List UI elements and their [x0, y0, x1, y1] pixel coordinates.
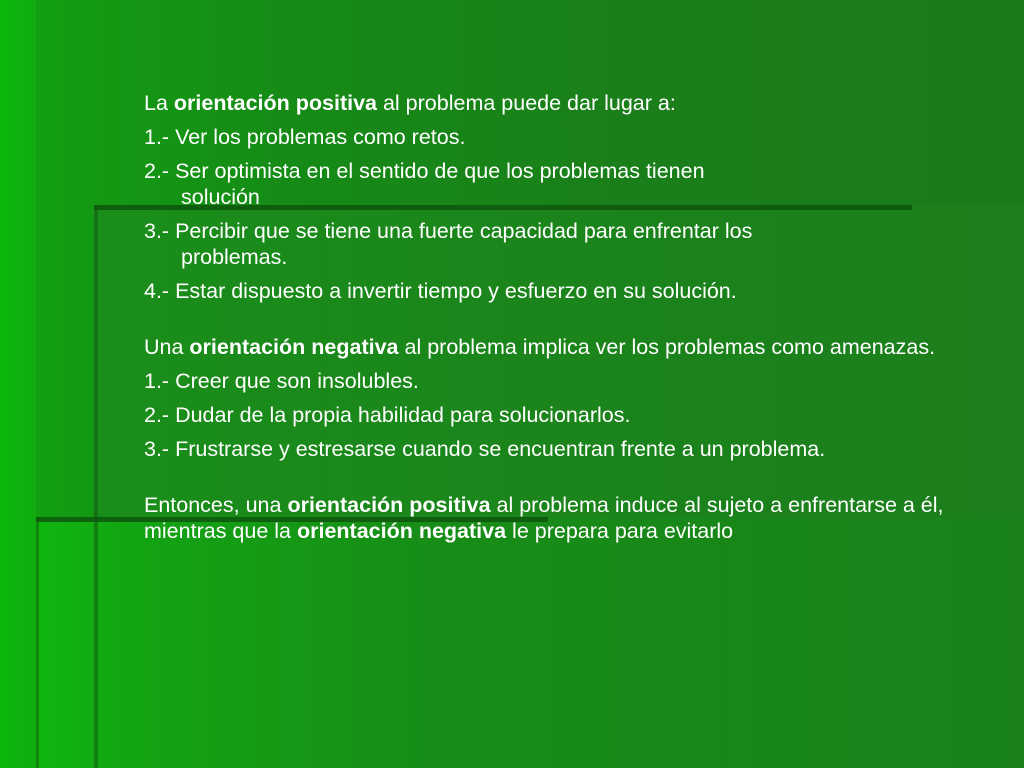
positive-item-4: 4.- Estar dispuesto a invertir tiempo y esfuerzo en su solución. — [144, 279, 737, 303]
negative-item-2: 2.- Dudar de la propia habilidad para solucionarlos. — [144, 403, 631, 427]
section-spacer — [144, 470, 974, 492]
positive-orientation-term: orientación positiva — [173, 91, 377, 115]
negative-item-3: 3.- Frustrarse y estresarse cuando se encuentran frente a un problema. — [144, 437, 826, 461]
left-bright-edge — [0, 0, 36, 768]
decorative-stripe-left-lower — [36, 517, 39, 768]
section-spacer — [144, 312, 974, 334]
slide-content — [144, 90, 974, 544]
positive-item-3-continuation: problemas. — [181, 245, 288, 269]
positive-orientation-intro: La orientación positiva al problema puede dar lugar a: — [144, 91, 676, 115]
decorative-stripe-left-upper — [94, 205, 98, 768]
conclusion-paragraph: Entonces, una orientación positiva al problema induce al sujeto a enfrentarse a él, mientras que la orientación negativa le prepara para evitarlo — [144, 493, 944, 543]
negative-orientation-intro: Una orientación negativa al problema implica ver los problemas como amenazas. — [144, 335, 936, 359]
positive-item-3: 3.- Percibir que se tiene una fuerte capacidad para enfrentar los — [144, 219, 753, 243]
negative-item-1: 1.- Creer que son insolubles. — [144, 369, 419, 393]
positive-item-1: 1.- Ver los problemas como retos. — [144, 125, 466, 149]
positive-item-2-continuation: solución — [181, 185, 260, 209]
negative-orientation-term: orientación negativa — [189, 335, 399, 359]
positive-item-2: 2.- Ser optimista en el sentido de que los problemas tienen — [144, 159, 705, 183]
conclusion-negative-term: orientación negativa — [296, 519, 507, 543]
decorative-panel-lower — [36, 518, 1024, 768]
conclusion-positive-term: orientación positiva — [287, 493, 491, 517]
